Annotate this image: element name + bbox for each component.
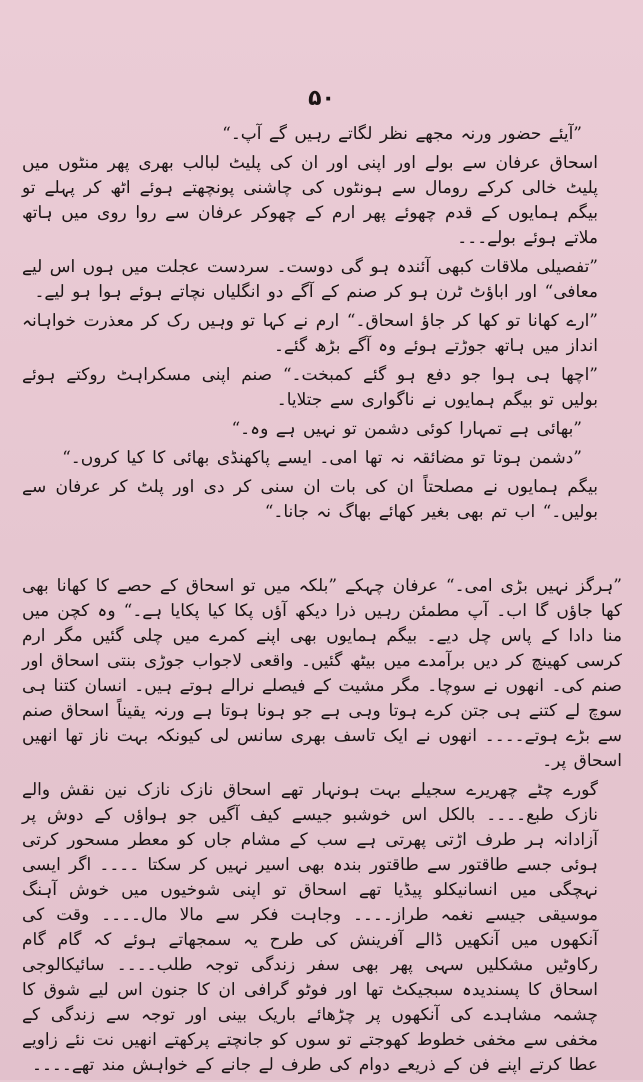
- text-block-top: [22, 122, 622, 529]
- paragraph: اسحاق عرفان سے بولے اور اپنی اور ان کی پلیٹ لبالب بھری پھر منٹوں میں پلیٹ خالی کرکے رومال سے ہونٹوں کی چاشنی پونچھتے ہوئے اٹھ کر پہلے تو بیگم ہمایوں کے قدم چھوئے پھر ارم کے چھوکر عرفان سے روا روی میں ہاتھ ملاتے ہوئے بولے۔۔۔: [22, 153, 598, 248]
- paragraph: بیگم ہمایوں نے مصلحتاً ان کی بات ان سنی کر دی اور پلٹ کر عرفان سے بولیں۔“ اب تم بھی بغیر کھائے بھاگ نہ جانا۔“: [22, 477, 598, 522]
- paragraph: گورے چٹے چھریرے سجیلے بہت ہونہار تھے اسحاق نازک نازک نین نقش والے نازک طبع۔۔۔۔ بالکل اس خوشبو جیسے کیف آگیں جو ہواؤں کے دوش پر آزادانہ ہر طرف اڑتی پھرتی ہے سب کے مشام جاں کو معطر مسحور کرتی ہوئی جسے طاقتور سے طاقتور بندہ بھی اسیر نہیں کر سکتا ۔۔۔۔ اگر ایسی نہچگی میں انسانیکلو پیڈیا تھے اسحاق تو اپنی شوخیوں میں خوش آہنگ موسیقی جیسے نغمہ طراز۔۔۔۔ وجاہت فکر سے مالا مال۔۔۔۔ وقت کی آنکھوں میں آنکھیں ڈالے آفرینش کی طرح یہ سمجھاتے ہوئے کہ گام گام رکاوٹیں مشکلیں سہی پھر بھی سفر زندگی توجہ طلب۔۔۔۔ سائیکالوجی اسحاق کا پسندیدہ سبجیکٹ تھا اور فوٹو گرافی ان کا جنون اس لیے شوق کا چشمہ مشاہدے کی آنکھوں پر چڑھائے باریک بینی اور توجہ سے زندگی کے مخفی سے مخفی خطوط کھوجتے تو سوں کو جانچتے پرکھتے انھیں نت نئے زاویے عطا کرتے اپنے فن کے ذریعے دوام کی طرف لے جانے کے خواہش مند تھے۔۔۔۔: [22, 780, 598, 1075]
- paragraph: ”تفصیلی ملاقات کبھی آئندہ ہو گی دوست۔ سردست عجلت میں ہوں اس لیے معافی“ اور اباؤٹ ٹرن ہو کر صنم کے آگے دو انگلیاں نچاتے ہوئے ہوا ہو لیے۔: [22, 257, 598, 302]
- paragraph: ”ہرگز نہیں بڑی امی۔“ عرفان چہکے ”بلکہ میں تو اسحاق کے حصے کا کھانا بھی کھا جاؤں گا اب۔ آپ مطمئن رہیں ذرا دیکھ آؤں پکا کیا پکایا ہے۔“ وہ کچن میں منا دادا کے پاس چل دیے۔ بیگم ہمایوں بھی اپنے کمرے میں چلی گئیں مگر ارم کرسی کھینچ کر دیں برآمدے میں بیٹھ گئیں۔ واقعی لاجواب جوڑی بنتی اسحاق اور صنم کی۔ انھوں نے سوچا۔ مگر مشیت کے فیصلے نرالے ہوتے ہیں۔ انسان کتنا ہی سوچ لے کتنے ہی جتن کرے ہوتا وہی ہے جو ہونا ہوتا ہے ورنہ یقیناً اسحاق صنم سے بڑے ہوتے۔۔۔۔ انھوں نے ایک تاسف بھری سانس لی کیونکہ بہت ناز تھا انھیں اسحاق پر۔: [22, 576, 622, 771]
- paragraph: ”اچھا ہی ہوا جو دفع ہو گئے کمبخت۔“ صنم اپنی مسکراہٹ روکتے ہوئے بولیں تو بیگم ہمایوں نے ناگواری سے جتلایا۔: [22, 365, 598, 410]
- paragraph: ”آیئے حضور ورنہ مجھے نظر لگاتے رہیں گے آپ۔“: [222, 124, 582, 144]
- paragraph: ”بھائی ہے تمہارا کوئی دشمن تو نہیں ہے وہ۔“: [231, 419, 582, 439]
- paragraph: ”ارے کھانا تو کھا کر جاؤ اسحاق۔“ ارم نے کہا تو وہیں رک کر معذرت خواہانہ انداز میں ہاتھ جوڑتے ہوئے وہ آگے بڑھ گئے۔: [22, 311, 598, 356]
- paragraph: ”دشمن ہوتا تو مضائقہ نہ تھا امی۔ ایسے پاکھنڈی بھائی کا کیا کروں۔“: [62, 448, 582, 468]
- text-block-bottom: [22, 574, 622, 1082]
- page-number: ۵۰: [308, 86, 335, 111]
